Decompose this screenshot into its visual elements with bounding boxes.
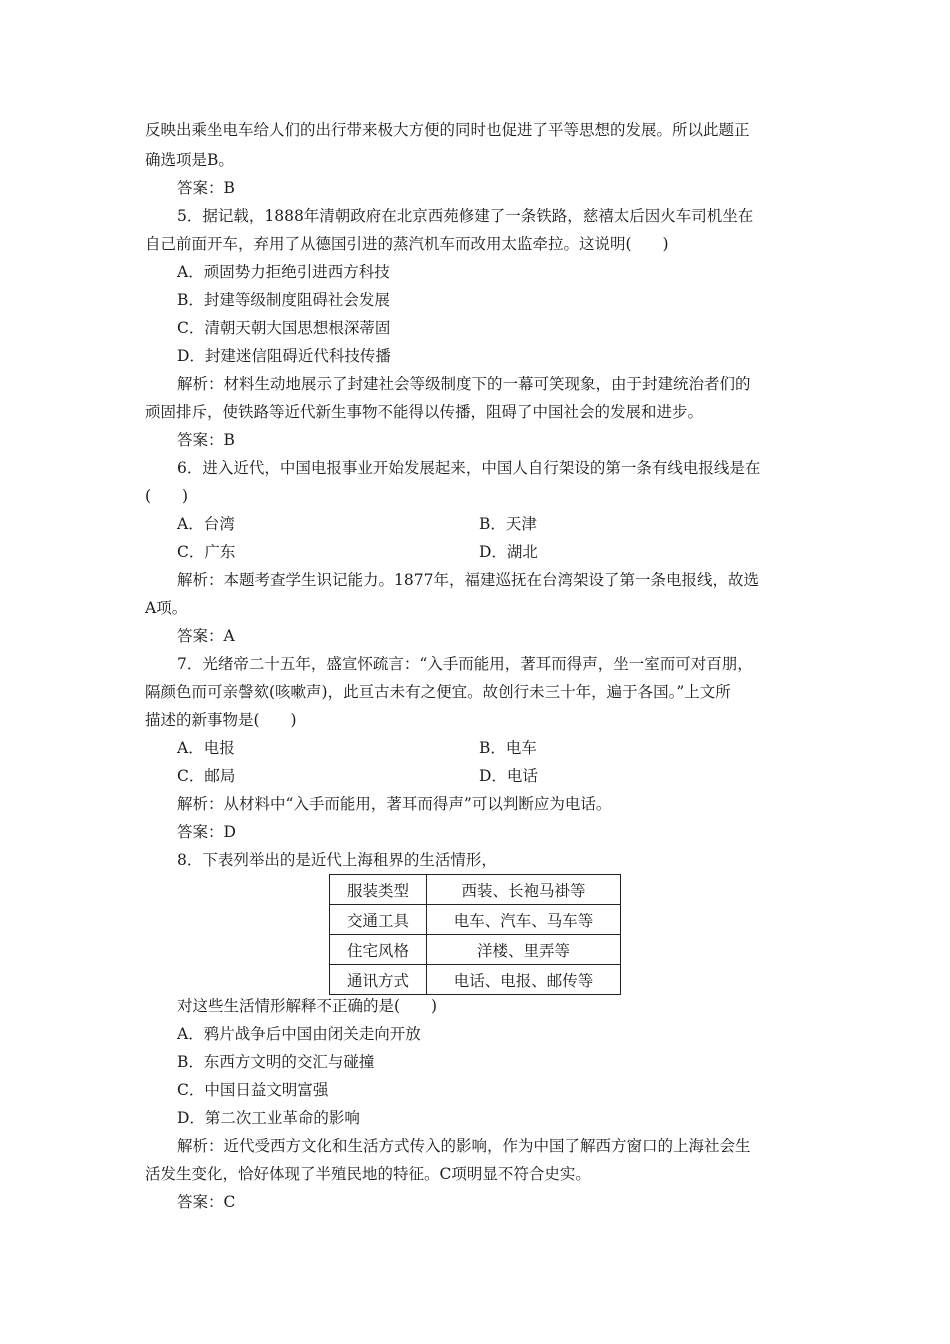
table-cell-key: 交通工具 — [330, 905, 427, 935]
q7-answer: 答案：D — [177, 823, 236, 841]
q7-stem-line-2: 隔颜色而可亲謦欬(咳嗽声)，此亘古未有之便宜。故创行未三十年，遍于各国。”上文所 — [145, 683, 731, 701]
prev-answer: 答案：B — [177, 179, 235, 197]
q6-stem-line-1: 6．进入近代，中国电报事业开始发展起来，中国人自行架设的第一条有线电报线是在 — [177, 459, 761, 477]
q8-option-c: C．中国日益文明富强 — [177, 1081, 329, 1099]
shanghai-life-table — [329, 874, 621, 995]
q5-option-a: A．顽固势力拒绝引进西方科技 — [177, 263, 390, 281]
table-cell-value: 西装、长袍马褂等 — [427, 875, 621, 905]
q7-option-c: C．邮局 — [177, 767, 236, 785]
q7-option-a: A．电报 — [177, 739, 235, 757]
q8-option-a: A．鸦片战争后中国由闭关走向开放 — [177, 1025, 421, 1043]
q6-option-b: B．天津 — [479, 515, 537, 533]
table-row — [330, 935, 621, 965]
q8-question: 对这些生活情形解释不正确的是( ) — [177, 997, 438, 1015]
q6-answer: 答案：A — [177, 627, 235, 645]
q7-stem-line-3: 描述的新事物是( ) — [145, 711, 297, 729]
table-row — [330, 905, 621, 935]
q5-stem-line-1: 5．据记载，1888年清朝政府在北京西苑修建了一条铁路，慈禧太后因火车司机坐在 — [177, 207, 754, 225]
q6-option-c: C．广东 — [177, 543, 236, 561]
q8-answer: 答案：C — [177, 1193, 236, 1211]
prev-analysis-line-2: 确选项是B。 — [145, 151, 234, 169]
table-cell-key: 服装类型 — [330, 875, 427, 905]
q6-analysis-line-1: 解析：本题考查学生识记能力。1877年，福建巡抚在台湾架设了第一条电报线，故选 — [177, 571, 759, 589]
q5-analysis-line-2: 顽固排斥，使铁路等近代新生事物不能得以传播，阻碍了中国社会的发展和进步。 — [145, 403, 704, 421]
q5-option-c: C．清朝天朝大国思想根深蒂固 — [177, 319, 391, 337]
q5-answer: 答案：B — [177, 431, 235, 449]
q6-analysis-line-2: A项。 — [145, 599, 188, 617]
table-cell-value: 电话、电报、邮传等 — [427, 965, 621, 995]
table-cell-value: 电车、汽车、马车等 — [427, 905, 621, 935]
q7-analysis: 解析：从材料中“入手而能用，著耳而得声”可以判断应为电话。 — [177, 795, 612, 813]
q6-option-a: A．台湾 — [177, 515, 235, 533]
q6-option-d: D．湖北 — [479, 543, 538, 561]
q5-option-b: B．封建等级制度阻碍社会发展 — [177, 291, 390, 309]
q8-option-d: D．第二次工业革命的影响 — [177, 1109, 360, 1127]
q7-option-d: D．电话 — [479, 767, 538, 785]
q8-analysis-line-2: 活发生变化，恰好体现了半殖民地的特征。C项明显不符合史实。 — [145, 1165, 591, 1183]
q5-option-d: D．封建迷信阻碍近代科技传播 — [177, 347, 391, 365]
q5-stem-line-2: 自己前面开车，弃用了从德国引进的蒸汽机车而改用太监牵拉。这说明( ) — [145, 235, 669, 253]
q8-option-b: B．东西方文明的交汇与碰撞 — [177, 1053, 375, 1071]
q6-stem-line-2: ( ) — [145, 487, 189, 505]
q8-analysis-line-1: 解析：近代受西方文化和生活方式传入的影响，作为中国了解西方窗口的上海社会生 — [177, 1137, 751, 1155]
q7-stem-line-1: 7．光绪帝二十五年，盛宣怀疏言：“入手而能用，著耳而得声，坐一室而可对百朋， — [177, 655, 753, 673]
q7-option-b: B．电车 — [479, 739, 537, 757]
table-cell-key: 通讯方式 — [330, 965, 427, 995]
table-row — [330, 875, 621, 905]
q5-analysis-line-1: 解析：材料生动地展示了封建社会等级制度下的一幕可笑现象，由于封建统治者们的 — [177, 375, 751, 393]
table-cell-key: 住宅风格 — [330, 935, 427, 965]
table-row — [330, 965, 621, 995]
prev-analysis-line-1: 反映出乘坐电车给人们的出行带来极大方便的同时也促进了平等思想的发展。所以此题正 — [145, 121, 750, 139]
table-cell-value: 洋楼、里弄等 — [427, 935, 621, 965]
q8-stem: 8．下表列举出的是近代上海租界的生活情形， — [177, 851, 497, 869]
